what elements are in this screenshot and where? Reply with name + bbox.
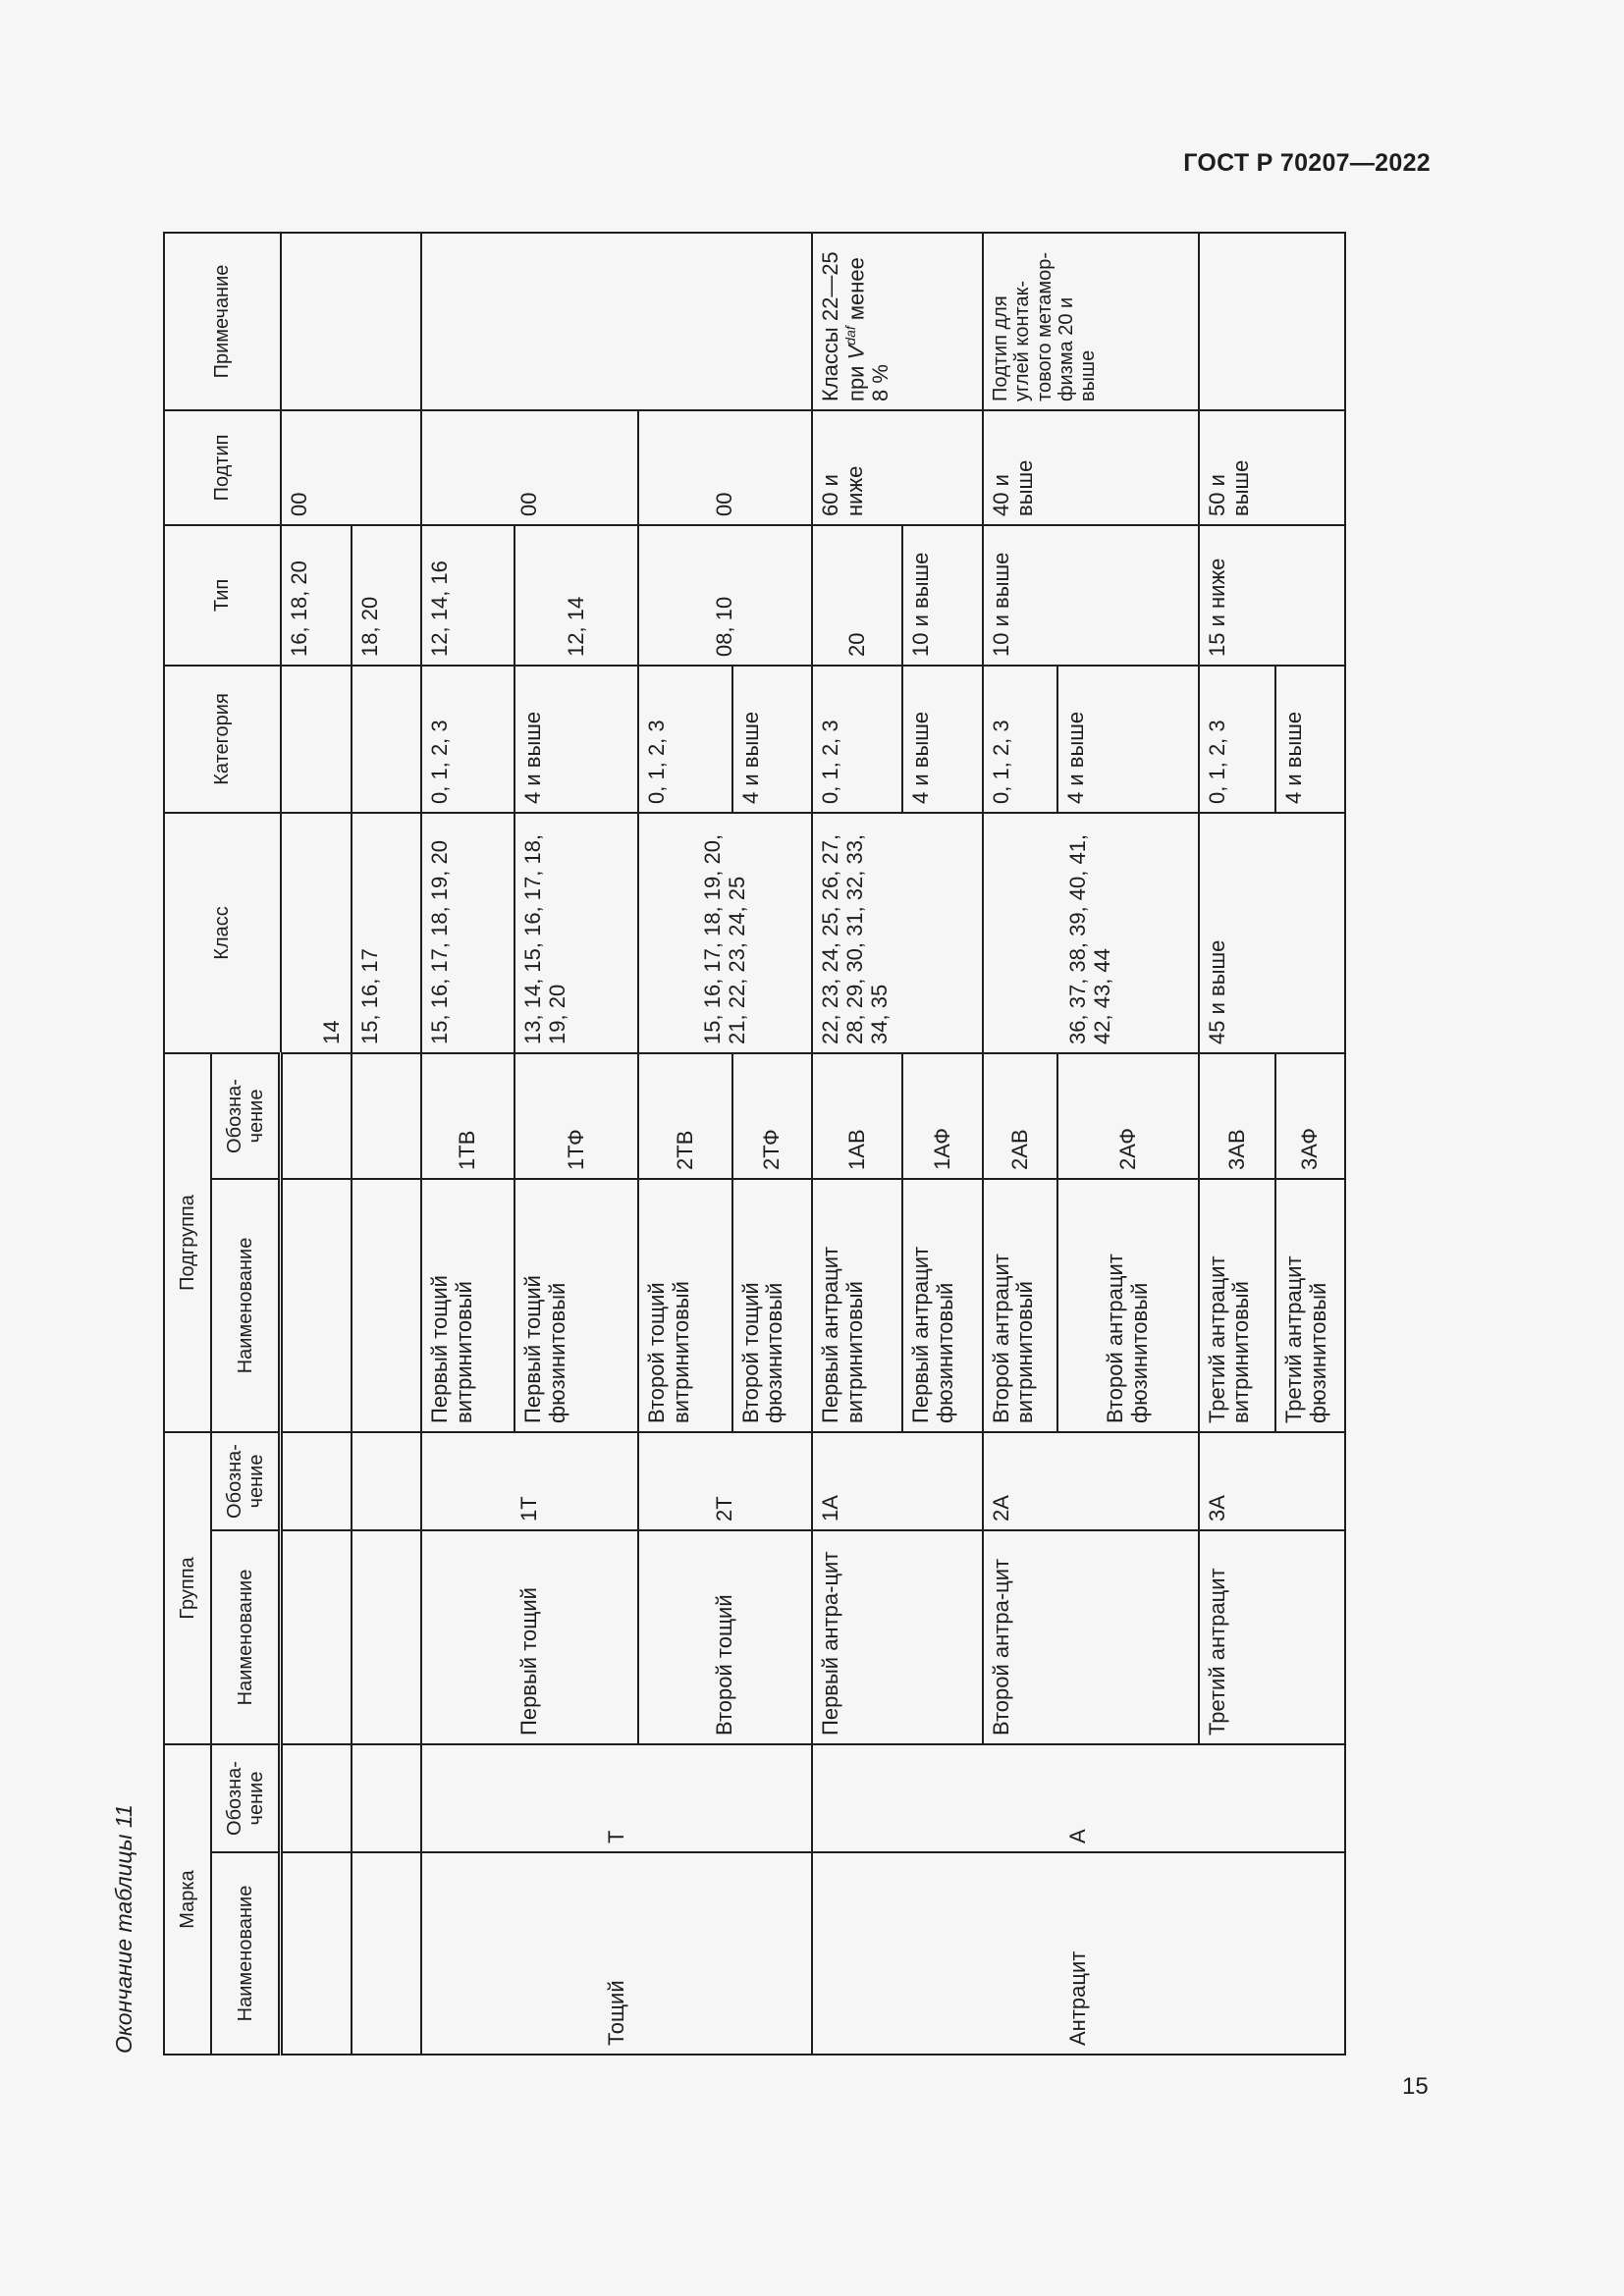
cell-empty [352, 1432, 422, 1530]
cell-group-name: Второй антра-цит [983, 1530, 1199, 1744]
cell-subgroup-name: Второй тощий фюзинитовый [732, 1179, 813, 1432]
cell-kategoriya: 0, 1, 2, 3 [638, 666, 732, 813]
cell-subgroup-code: 2ТВ [638, 1053, 732, 1179]
cell-empty [352, 1852, 422, 2055]
cell-subgroup-code: 1АВ [812, 1053, 902, 1179]
page-number: 15 [1402, 2073, 1429, 2100]
cell-tip: 10 и выше [983, 525, 1199, 666]
cell-subgroup-code: 2АФ [1057, 1053, 1198, 1179]
cell-group-code: 2Т [638, 1432, 812, 1530]
cell-empty [421, 233, 812, 410]
cell-empty [352, 1530, 422, 1744]
cell-kategoriya: 4 и выше [1275, 666, 1345, 813]
header-podgruppa-code: Обозна- чение [211, 1053, 281, 1179]
cell-empty [281, 1530, 352, 1744]
cell-marka-code: А [812, 1744, 1345, 1852]
cell-subgroup-name: Первый антрацит фюзинитовый [902, 1179, 983, 1432]
cell-klass: 36, 37, 38, 39, 40, 41, 42, 43, 44 [983, 813, 1199, 1053]
cell-subgroup-code: 1ТФ [514, 1053, 638, 1179]
cell-subgroup-name: Второй антрацит фюзинитовый [1057, 1179, 1198, 1432]
cell-subgroup-name: Второй антрацит витринитовый [983, 1179, 1058, 1432]
header-klass: Класс [164, 813, 281, 1053]
cell-klass: 14 [281, 813, 352, 1053]
standard-code: ГОСТ Р 70207—2022 [1183, 149, 1431, 177]
cell-podtip: 50 и выше [1199, 410, 1345, 525]
header-gruppa: Группа [164, 1432, 211, 1744]
cell-subgroup-code: 1АФ [902, 1053, 983, 1179]
cell-klass: 15, 16, 17 [352, 813, 422, 1053]
cell-kategoriya: 4 и выше [514, 666, 638, 813]
cell-tip: 10 и выше [902, 525, 983, 666]
cell-klass: 45 и выше [1199, 813, 1345, 1053]
header-primechanie: Примечание [164, 233, 281, 410]
cell-marka-name: Антрацит [812, 1852, 1345, 2055]
cell-group-code: 1Т [421, 1432, 638, 1530]
cell-marka-name: Тощий [421, 1852, 812, 2055]
cell-empty [281, 1852, 352, 2055]
cell-group-name: Второй тощий [638, 1530, 812, 1744]
header-marka-code: Обозна- чение [211, 1744, 281, 1852]
cell-group-code: 3А [1199, 1432, 1345, 1530]
cell-group-name: Первый тощий [421, 1530, 638, 1744]
note-v-symbol: V [843, 345, 869, 360]
cell-subgroup-name: Второй тощий витринитовый [638, 1179, 732, 1432]
header-kategoriya: Категория [164, 666, 281, 813]
header-gruppa-name: Наименование [211, 1530, 281, 1744]
cell-empty [281, 1179, 352, 1432]
header-marka: Марка [164, 1744, 211, 2055]
cell-kategoriya: 0, 1, 2, 3 [421, 666, 514, 813]
header-marka-name: Наименование [211, 1852, 281, 2055]
cell-empty [281, 1432, 352, 1530]
cell-tip: 20 [812, 525, 902, 666]
header-podgruppa: Подгруппа [164, 1053, 211, 1432]
cell-empty [352, 1053, 422, 1179]
cell-kategoriya: 4 и выше [1057, 666, 1198, 813]
cell-note [812, 233, 982, 410]
table-row [812, 233, 902, 2055]
cell-subgroup-name: Третий антрацит фюзинитовый [1275, 1179, 1345, 1432]
cell-empty [281, 666, 352, 813]
cell-kategoriya: 0, 1, 2, 3 [1199, 666, 1276, 813]
cell-podtip: 00 [281, 410, 421, 525]
cell-tip: 12, 14, 16 [421, 525, 514, 666]
header-gruppa-code: Обозна- чение [211, 1432, 281, 1530]
cell-empty [352, 1744, 422, 1852]
cell-tip: 08, 10 [638, 525, 812, 666]
header-podgruppa-name: Наименование [211, 1179, 281, 1432]
cell-group-name: Третий антрацит [1199, 1530, 1345, 1744]
cell-klass: 15, 16, 17, 18, 19, 20 [421, 813, 514, 1053]
cell-subgroup-code: 3АФ [1275, 1053, 1345, 1179]
cell-subgroup-code: 2ТФ [732, 1053, 813, 1179]
cell-group-name: Первый антра-цит [812, 1530, 982, 1744]
cell-subgroup-name: Первый антрацит витринитовый [812, 1179, 902, 1432]
cell-subgroup-name: Первый тощий витринитовый [421, 1179, 514, 1432]
coal-classification-table [163, 232, 1346, 2056]
cell-marka-code: Т [421, 1744, 812, 1852]
header-tip: Тип [164, 525, 281, 666]
cell-empty [1199, 233, 1345, 410]
cell-group-code: 1А [812, 1432, 982, 1530]
header-podtip: Подтип [164, 410, 281, 525]
cell-podtip: 00 [638, 410, 812, 525]
cell-podtip: 40 и выше [983, 410, 1199, 525]
table-row [421, 233, 514, 2055]
cell-tip: 18, 20 [352, 525, 422, 666]
cell-podtip: 60 и ниже [812, 410, 982, 525]
cell-tip: 16, 18, 20 [281, 525, 352, 666]
note-text: менее 8 % [843, 257, 893, 401]
header-row-1 [164, 233, 211, 2055]
cell-kategoriya: 0, 1, 2, 3 [983, 666, 1058, 813]
cell-subgroup-code: 1ТВ [421, 1053, 514, 1179]
cell-group-code: 2А [983, 1432, 1199, 1530]
cell-kategoriya: 4 и выше [732, 666, 813, 813]
cell-subgroup-name: Третий антрацит витринитовый [1199, 1179, 1276, 1432]
cell-empty [281, 1744, 352, 1852]
cell-klass: 15, 16, 17, 18, 19, 20, 21, 22, 23, 24, 25 [638, 813, 812, 1053]
cell-kategoriya: 4 и выше [902, 666, 983, 813]
cell-klass: 13, 14, 15, 16, 17, 18, 19, 20 [514, 813, 638, 1053]
cell-podtip: 00 [421, 410, 638, 525]
cell-empty [352, 666, 422, 813]
cell-empty [281, 233, 421, 410]
rotated-table-container [163, 234, 1346, 2056]
table-caption: Окончание таблицы 11 [111, 1804, 136, 2054]
cell-empty [352, 1179, 422, 1432]
note-text: Классы 22—25 при [818, 251, 869, 401]
table-row [281, 233, 352, 2055]
cell-klass: 22, 23, 24, 25, 26, 27, 28, 29, 30, 31, 32, 33, 34, 35 [812, 813, 982, 1053]
cell-subgroup-name: Первый тощий фюзинитовый [514, 1179, 638, 1432]
cell-empty [281, 1053, 352, 1179]
cell-subgroup-code: 2АВ [983, 1053, 1058, 1179]
cell-tip: 12, 14 [514, 525, 638, 666]
cell-note: Подтип для углей контак-тового метамор-физма 20 и выше [983, 233, 1199, 410]
note-daf-superscript: daf [842, 326, 859, 346]
cell-kategoriya: 0, 1, 2, 3 [812, 666, 902, 813]
cell-tip: 15 и ниже [1199, 525, 1345, 666]
cell-subgroup-code: 3АВ [1199, 1053, 1276, 1179]
